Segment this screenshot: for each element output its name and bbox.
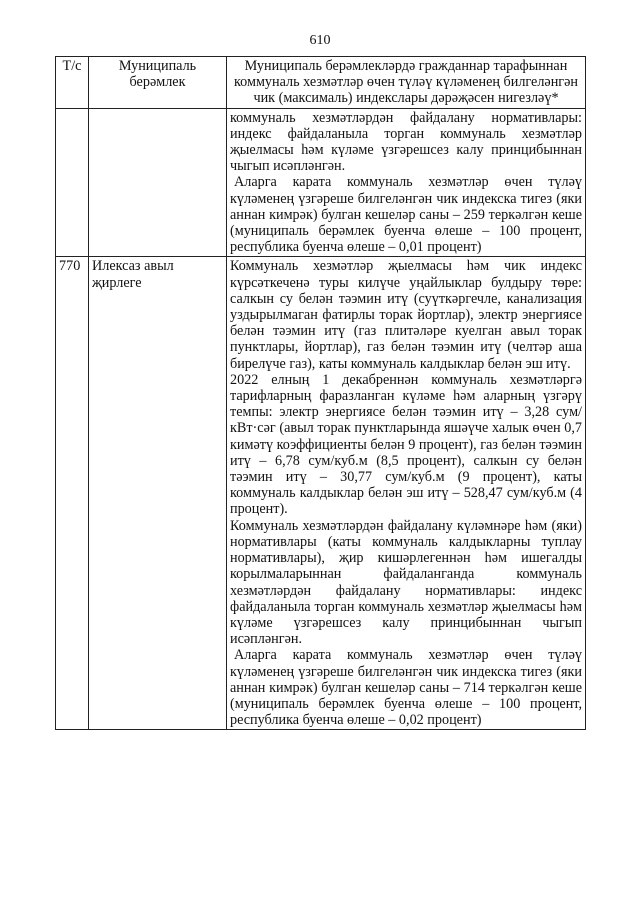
- row-paragraph-4: Аларга карата коммуналь хезмәтләр өчен түләү күләменең үзгәреше билгеләнгән чик индекска тигез (яки аннан кимрәк) булган кешеләр саны – 714 теркәлгән кеше (муниципаль берәмлек буенча өлеше – 100 процент, республика буенча өлеше – 0,02 процент): [230, 647, 582, 729]
- row-paragraph-1: Коммуналь хезмәтләр җыелмасы һәм чик индекс күрсәткеченә туры килүче уңайлыклар булдыру төре: салкын су белән тәэмин итү (суүткәргечле, канализация уздырылмаган фатирлы торак йортлар), электр энергиясе белән тәэмин итү (газ плитәләре куелган авыл торак пунктлары, йортлар), газ белән тәэмин итү (челтәр аша бирелүче газ), каты коммуналь калдыклар белән эш итү.: [230, 258, 582, 372]
- continuation-number-cell: [56, 108, 89, 257]
- row-paragraph-2: 2022 елның 1 декабреннән коммуналь хезмәтләргә тарифларның фаразланган күләме һәм аларның үзгәрү темпы: электр энергиясе белән тәэмин итү – 3,28 сум/кВт·сәг (авыл торак пунктларында яшәүче халык өчен 0,7 кимәтү коэффициенты белән 9 процент), газ белән тәэмин итү – 6,78 сум/куб.м (8,5 процент), салкын су белән тәэмин итү – 30,77 сум/куб.м (9 процент), каты коммуналь калдыклар белән эш итү – 528,47 сум/куб.м (4 процент).: [230, 371, 582, 518]
- page-number: 610: [309, 33, 331, 48]
- table-header-row: [56, 57, 586, 109]
- header-basis: Муниципаль берәмлекләрдә гражданнар тарафыннан коммуналь хезмәтләр өчен түләү күләменең билгеләнгән чик (максималь) индекслары дәрәҗәсен нигезләү*: [227, 57, 586, 109]
- row-basis-cell: [227, 257, 586, 730]
- row-paragraph-3: Коммуналь хезмәтләрдән файдалану күләмнәре һәм (яки) нормативлары (каты коммуналь калдыкларны туплау нормативлары), җир кишәрлегеннән һәм ишегалды корылмаларыннан файдаланганда коммуналь хезмәтләрдән файдалану нормативлары: индекс файдаланыла торган коммуналь хезмәтләр җыелмасы һәм күләме үзгәрешсез калу принцибыннан чыгып исәпләнгән.: [230, 517, 582, 648]
- table-row-continuation: [56, 108, 586, 257]
- continuation-paragraph-1: коммуналь хезмәтләрдән файдалану нормативлары: индекс файдаланыла торган коммуналь хезмәтләр җыелмасы һәм күләме үзгәрешсез калу принцибыннан чыгып исәпләнгән.: [230, 109, 582, 175]
- table-row: [56, 257, 586, 730]
- tariff-index-table: [55, 56, 586, 730]
- row-number: 770: [56, 257, 89, 730]
- continuation-municipality-cell: [89, 108, 227, 257]
- continuation-paragraph-2: Аларга карата коммуналь хезмәтләр өчен түләү күләменең үзгәреше билгеләнгән чик индекска тигез (яки аннан кимрәк) булган кешеләр саны – 259 теркәлгән кеше (муниципаль берәмлек буенча өлеше – 100 процент, республика буенча өлеше – 0,01 процент): [230, 174, 582, 256]
- continuation-basis-cell: [227, 108, 586, 257]
- row-municipality: Илексаз авыл җирлеге: [89, 257, 227, 730]
- header-municipality: Муниципаль берәмлек: [89, 57, 227, 109]
- header-number: Т/с: [56, 57, 89, 109]
